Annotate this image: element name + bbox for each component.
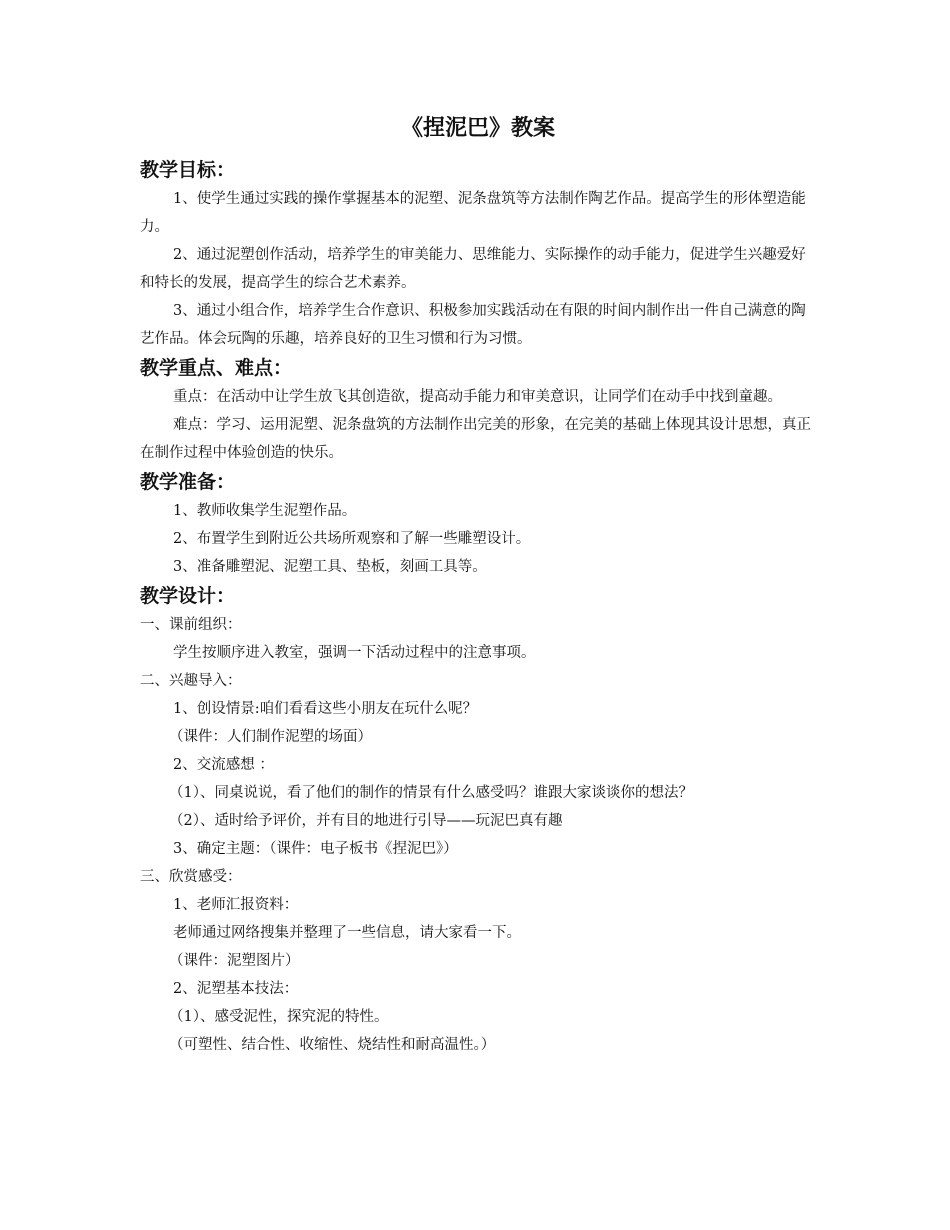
keypoint-item: 重点：在活动中让学生放飞其创造欲，提高动手能力和审美意识，让同学们在动手中找到童趣。: [173, 389, 782, 405]
objective-item: 3、通过小组合作，培养学生合作意识、积极参加实践活动在有限的时间内制作出一件自己满意的陶艺作品。体会玩陶的乐趣，培养良好的卫生习惯和行为习惯。: [140, 303, 806, 347]
section-heading-keypoints: 教学重点、难点：: [140, 357, 293, 379]
design-line: （1）、同桌说说，看了他们的制作的情景有什么感受吗？谁跟大家谈谈你的想法？: [169, 785, 693, 801]
design-line: 2、交流感想 ：: [173, 757, 274, 773]
design-line: 1、创设情景:咱们看看这些小朋友在玩什么呢？: [173, 701, 478, 717]
keypoint-item: 难点：学习、运用泥塑、泥条盘筑的方法制作出完美的形象，在完美的基础上体现其设计思想，真正在制作过程中体验创造的快乐。: [140, 417, 811, 461]
design-line: （2）、适时给予评价，并有目的地进行引导——玩泥巴真有趣: [169, 813, 563, 829]
preparation-item: 2、布置学生到附近公共场所观察和了解一些雕塑设计。: [173, 531, 531, 547]
objective-item: 1、使学生通过实践的操作掌握基本的泥塑、泥条盘筑等方法制作陶艺作品。提高学生的形体塑造能力。: [140, 191, 806, 235]
design-line: 老师通过网络搜集并整理了一些信息，请大家看一下。: [173, 925, 521, 941]
design-line: （课件：人们制作泥塑的场面）: [169, 729, 372, 745]
section-heading-preparation: 教学准备：: [140, 471, 236, 493]
design-line: （可塑性、结合性、收缩性、烧结性和耐高温性。）: [169, 1037, 496, 1053]
design-line: 1、老师汇报资料：: [173, 897, 299, 913]
objective-item: 2、通过泥塑创作活动，培养学生的审美能力、思维能力、实际操作的动手能力，促进学生兴趣爱好和特长的发展，提高学生的综合艺术素养。: [140, 247, 806, 291]
design-step-heading: 三、欣赏感受：: [140, 869, 242, 885]
document-title: 《捏泥巴》教案: [400, 116, 555, 141]
design-line: 3、确定主题：（课件：电子板书《捏泥巴》）: [173, 841, 458, 857]
design-line: （1）、感受泥性，探究泥的特性。: [169, 1009, 389, 1025]
section-heading-objectives: 教学目标：: [140, 159, 236, 181]
design-line: 学生按顺序进入教室，强调一下活动过程中的注意事项。: [173, 645, 536, 661]
design-step-heading: 一、课前组织：: [140, 617, 242, 633]
preparation-item: 1、教师收集学生泥塑作品。: [173, 503, 357, 519]
design-line: （课件：泥塑图片）: [169, 953, 300, 969]
design-line: 2、泥塑基本技法：: [173, 981, 299, 997]
document-body: [140, 113, 816, 1059]
section-heading-design: 教学设计：: [140, 585, 236, 607]
design-step-heading: 二、兴趣导入：: [140, 673, 242, 689]
preparation-item: 3、准备雕塑泥、泥塑工具、垫板，刻画工具等。: [173, 559, 487, 575]
